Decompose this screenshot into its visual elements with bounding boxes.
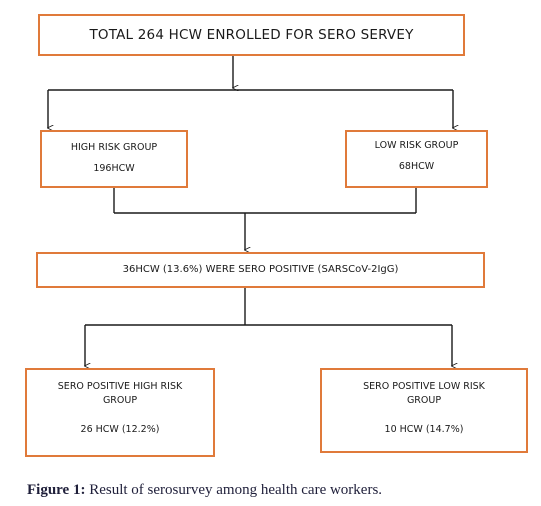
high-risk-group-label: HIGH RISK GROUP: [70, 142, 158, 153]
sero-positive-high-risk-box: [25, 368, 215, 457]
figure-caption-text: Result of serosurvey among health care workers.: [85, 482, 383, 498]
total-enrolled-label: TOTAL 264 HCW ENROLLED FOR SERO SERVEY: [89, 27, 414, 43]
sero-positive-low-risk-label-line1: SERO POSITIVE LOW RISK: [363, 381, 485, 392]
high-risk-group-box: [40, 130, 188, 188]
sero-positive-high-risk-label-line2: GROUP: [102, 395, 138, 407]
sero-positive-high-risk-count: 26 HCW (12.2%): [80, 423, 160, 435]
high-risk-group-count: 196HCW: [93, 163, 135, 174]
figure-caption: [27, 482, 527, 499]
total-enrolled-box: [38, 14, 465, 56]
low-risk-group-box: [345, 130, 488, 188]
sero-positive-box: [36, 252, 485, 288]
low-risk-group-count: 68HCW: [398, 161, 435, 172]
sero-positive-low-risk-box: [320, 368, 528, 453]
sero-positive-low-risk-label-line2: GROUP: [406, 395, 442, 407]
low-risk-group-label: LOW RISK GROUP: [374, 140, 459, 151]
figure-caption-label: Figure 1:: [27, 482, 86, 498]
sero-positive-low-risk-count: 10 HCW (14.7%): [384, 423, 464, 435]
sero-positive-high-risk-label-line1: SERO POSITIVE HIGH RISK: [57, 381, 183, 392]
sero-positive-label: 36HCW (13.6%) WERE SERO POSITIVE (SARSCoV-2IgG): [122, 264, 399, 275]
